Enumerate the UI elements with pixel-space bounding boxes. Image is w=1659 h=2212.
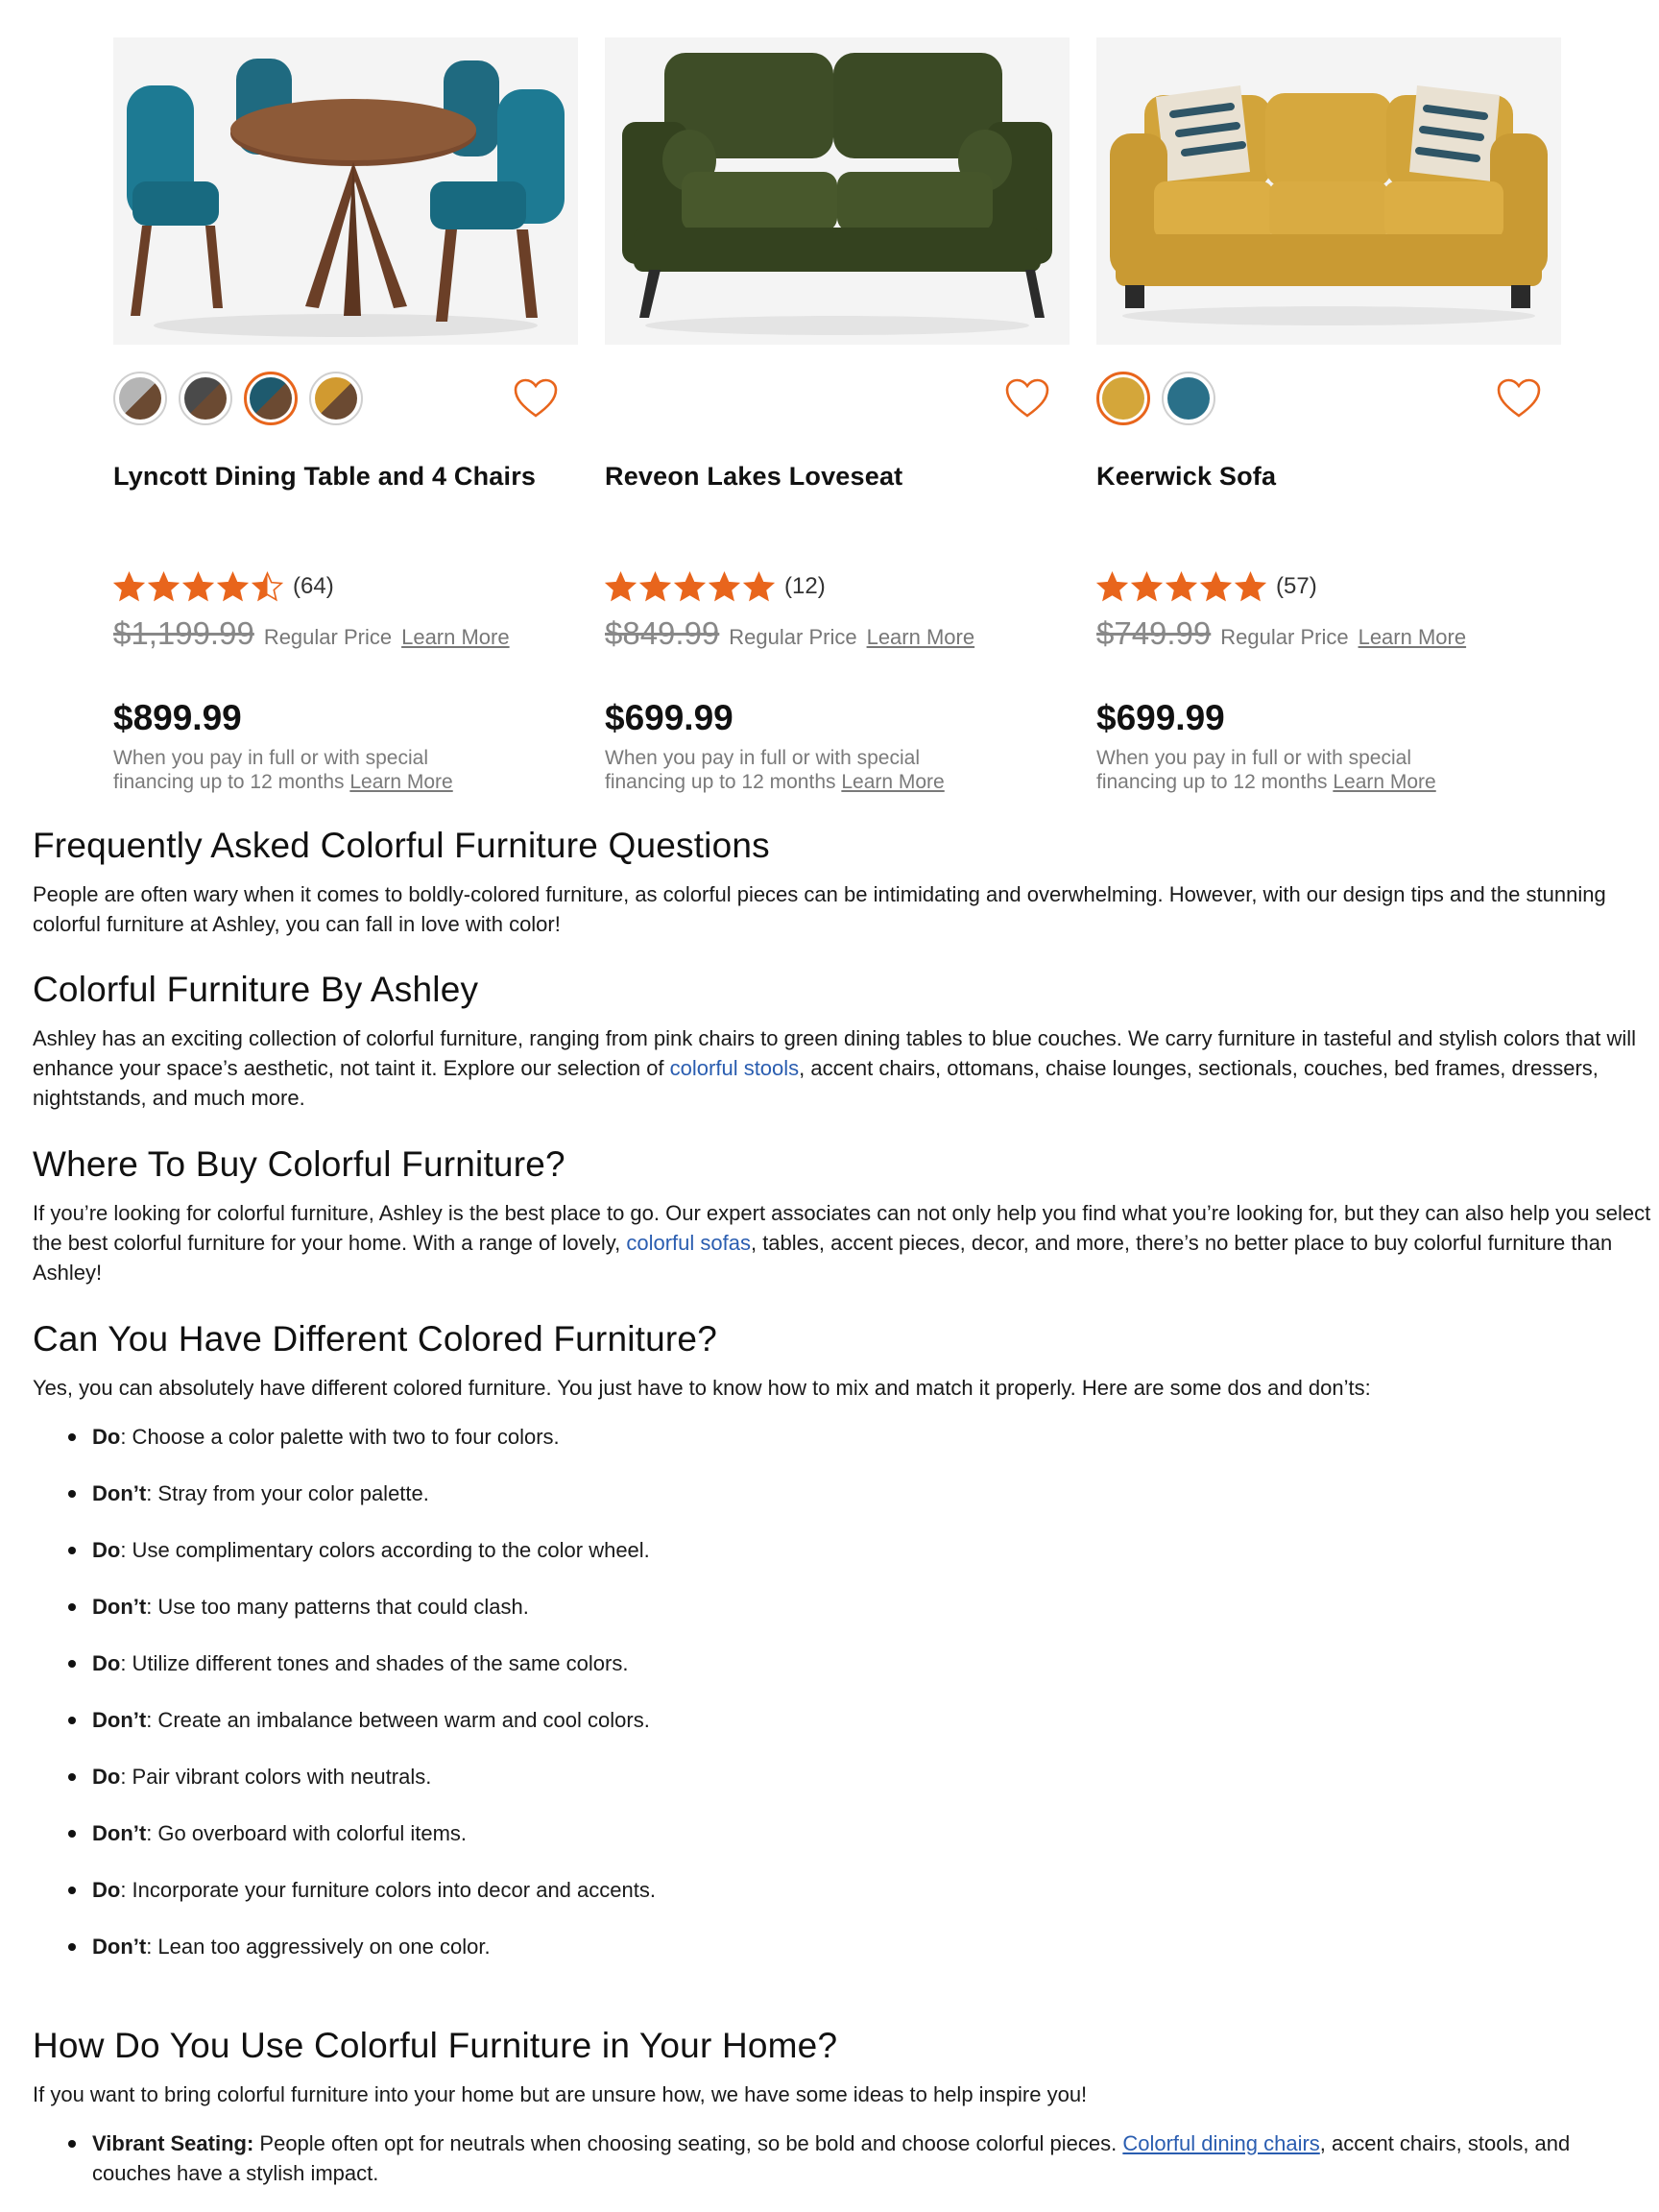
list-item-label: Don’t (92, 1708, 147, 1732)
regular-price-label: Regular Price (1220, 625, 1349, 649)
faq-heading: Frequently Asked Colorful Furniture Questions (33, 826, 770, 865)
where-to-buy-section (33, 1141, 1655, 1287)
review-count: (64) (293, 573, 334, 599)
list-item-text: : Create an imbalance between warm and cool colors. (146, 1708, 650, 1732)
list-item (33, 1762, 1655, 1818)
home-ideas-list (33, 2128, 1655, 2188)
star-rating (1096, 571, 1266, 603)
where-text-2: , tables, accent pieces, decor, and more, there’s no better place to buy colorful furniture than Ashley! (33, 1231, 1613, 1285)
regular-price-line (1096, 615, 1466, 652)
sale-price: $699.99 (605, 698, 733, 737)
wishlist-heart-icon[interactable] (513, 377, 559, 420)
where-text-1: If you’re looking for colorful furniture, Ashley is the best place to go. Our expert associates can not only help you find what you’re looking for, but they can also help you select the best colorful furniture for your home. With a range of lovely, (33, 1201, 1651, 1255)
dining-set-illustration (113, 37, 578, 345)
star-full-icon (1131, 571, 1163, 603)
financing-learn-more-link[interactable]: Learn More (841, 771, 945, 793)
list-item-label: Vibrant Seating: (92, 2131, 254, 2155)
list-item-label: Do (92, 1651, 121, 1675)
product-name[interactable]: Lyncott Dining Table and 4 Chairs (113, 462, 537, 491)
rating[interactable] (113, 567, 334, 606)
swatch-charcoal-walnut[interactable] (179, 372, 232, 425)
list-item (33, 1705, 1655, 1762)
list-item-text: : Lean too aggressively on one color. (146, 1935, 491, 1959)
original-price: $749.99 (1096, 615, 1212, 651)
dos-donts-list (33, 1422, 1655, 1988)
financing-learn-more-link[interactable]: Learn More (349, 771, 453, 793)
list-item (33, 1875, 1655, 1932)
list-item-text: : Pair vibrant colors with neutrals. (120, 1765, 432, 1789)
list-item-text: : Utilize different tones and shades of the same colors. (120, 1651, 629, 1675)
list-item-text: : Stray from your color palette. (146, 1481, 429, 1505)
original-price: $1,199.99 (113, 615, 254, 651)
swatch-gray-walnut[interactable] (113, 372, 167, 425)
list-item-label: Don’t (92, 1595, 147, 1619)
list-item (33, 1422, 1655, 1479)
star-full-icon (217, 571, 249, 603)
list-item (33, 1479, 1655, 1535)
list-item (33, 1592, 1655, 1648)
swatch-mustard[interactable] (1096, 372, 1150, 425)
original-price: $849.99 (605, 615, 720, 651)
colorful-sofas-link[interactable]: colorful sofas (626, 1231, 751, 1255)
star-full-icon (639, 571, 671, 603)
different-colors-heading: Can You Have Different Colored Furniture? (33, 1319, 717, 1358)
star-full-icon (1235, 571, 1266, 603)
list-item-label: Don’t (92, 1935, 147, 1959)
product-image[interactable] (113, 37, 578, 345)
star-full-icon (1166, 571, 1197, 603)
color-swatches (113, 372, 578, 429)
home-usage-heading: How Do You Use Colorful Furniture in Your Home? (33, 2026, 838, 2065)
swatch-mustard-walnut[interactable] (309, 372, 363, 425)
star-full-icon (709, 571, 740, 603)
list-item-label: Do (92, 1538, 121, 1562)
learn-more-link[interactable]: Learn More (866, 625, 975, 649)
faq-intro: People are often wary when it comes to boldly-colored furniture, as colorful pieces can be intimidating and overwhelming. However, with our design tips and the stunning colorful furniture at Ashley, you can fall in love with color! (33, 882, 1606, 936)
star-rating (113, 571, 283, 603)
list-item-label: Do (92, 1878, 121, 1902)
color-swatches (605, 372, 1070, 429)
star-full-icon (674, 571, 706, 603)
product-image[interactable] (1096, 37, 1561, 345)
financing-learn-more-link[interactable]: Learn More (1333, 771, 1436, 793)
wishlist-heart-icon[interactable] (1496, 377, 1542, 420)
financing-text: When you pay in full or with special financing up to 12 months (1096, 747, 1411, 793)
learn-more-link[interactable]: Learn More (401, 625, 510, 649)
rating[interactable] (605, 567, 826, 606)
list-item-text: : Choose a color palette with two to four colors. (120, 1425, 560, 1449)
star-full-icon (743, 571, 775, 603)
regular-price-line (113, 615, 510, 652)
list-item-label: Do (92, 1425, 121, 1449)
financing-note (113, 746, 478, 794)
regular-price-label: Regular Price (729, 625, 857, 649)
list-item (33, 1535, 1655, 1592)
swatch-teal[interactable] (1162, 372, 1215, 425)
by-ashley-section (33, 966, 1655, 1113)
list-item-label: Do (92, 1765, 121, 1789)
list-item (33, 1932, 1655, 1988)
sofa-illustration (1096, 37, 1561, 345)
star-full-icon (1096, 571, 1128, 603)
list-item-text: People often opt for neutrals when choosing seating, so be bold and choose colorful pieces. (253, 2131, 1123, 2155)
product-image[interactable] (605, 37, 1070, 345)
star-full-icon (605, 571, 637, 603)
learn-more-link[interactable]: Learn More (1358, 625, 1467, 649)
product-card[interactable] (605, 37, 1070, 793)
swatch-teal-walnut[interactable] (244, 372, 298, 425)
list-item (33, 1818, 1655, 1875)
by-ashley-text-1: Ashley has an exciting collection of colorful furniture, ranging from pink chairs to green dining tables to blue couches. We carry furniture in tasteful and stylish colors that will enhance your space’s aesthetic, not taint it. Explore our selection of (33, 1026, 1636, 1080)
by-ashley-paragraph (33, 1023, 1655, 1113)
home-usage-section (33, 2022, 1655, 2188)
list-item-text: : Go overboard with colorful items. (146, 1821, 468, 1845)
sale-price: $899.99 (113, 698, 242, 737)
home-usage-intro: If you want to bring colorful furniture into your home but are unsure how, we have some ideas to help inspire you! (33, 2082, 1088, 2106)
where-to-buy-heading: Where To Buy Colorful Furniture? (33, 1144, 565, 1184)
list-item-label: Don’t (92, 1821, 147, 1845)
star-full-icon (148, 571, 180, 603)
list-item-label: Don’t (92, 1481, 147, 1505)
by-ashley-heading: Colorful Furniture By Ashley (33, 970, 479, 1009)
regular-price-line (605, 615, 974, 652)
review-count: (12) (784, 573, 826, 599)
list-item-text-2: , accent chairs, stools, and couches have a stylish impact. (92, 2131, 1571, 2185)
list-item (33, 2128, 1655, 2188)
product-card[interactable] (113, 37, 578, 793)
financing-text: When you pay in full or with special financing up to 12 months (605, 747, 920, 793)
product-card[interactable] (1096, 37, 1561, 793)
different-colors-intro: Yes, you can absolutely have different colored furniture. You just have to know how to mix and match it properly. Here are some dos and don’ts: (33, 1376, 1371, 1400)
financing-note (1096, 746, 1461, 794)
star-full-icon (182, 571, 214, 603)
different-colors-section (33, 1315, 1655, 1988)
list-item (33, 1648, 1655, 1705)
product-name[interactable]: Keerwick Sofa (1096, 462, 1277, 491)
star-half-icon (252, 571, 283, 603)
color-swatches (1096, 372, 1561, 429)
colorful-stools-link[interactable]: colorful stools (669, 1056, 800, 1080)
star-rating (605, 571, 775, 603)
list-item-text: : Use complimentary colors according to the color wheel. (120, 1538, 650, 1562)
review-count: (57) (1276, 573, 1317, 599)
product-grid (113, 37, 1561, 796)
by-ashley-text-2: , accent chairs, ottomans, chaise lounges, sectionals, couches, bed frames, dressers, nightstands, and much more. (33, 1056, 1599, 1110)
where-to-buy-paragraph (33, 1198, 1655, 1287)
regular-price-label: Regular Price (263, 625, 393, 649)
rating[interactable] (1096, 567, 1317, 606)
financing-text: When you pay in full or with special financing up to 12 months (113, 747, 428, 793)
star-full-icon (113, 571, 145, 603)
product-name[interactable]: Reveon Lakes Loveseat (605, 462, 903, 491)
financing-note (605, 746, 970, 794)
colorful-dining-chairs-link[interactable]: Colorful dining chairs (1122, 2131, 1320, 2155)
wishlist-heart-icon[interactable] (1004, 377, 1050, 420)
loveseat-illustration (605, 37, 1070, 345)
list-item-text: : Use too many patterns that could clash. (146, 1595, 529, 1619)
list-item-text: : Incorporate your furniture colors into decor and accents. (120, 1878, 656, 1902)
faq-section (33, 822, 1655, 939)
star-full-icon (1200, 571, 1232, 603)
sale-price: $699.99 (1096, 698, 1225, 737)
